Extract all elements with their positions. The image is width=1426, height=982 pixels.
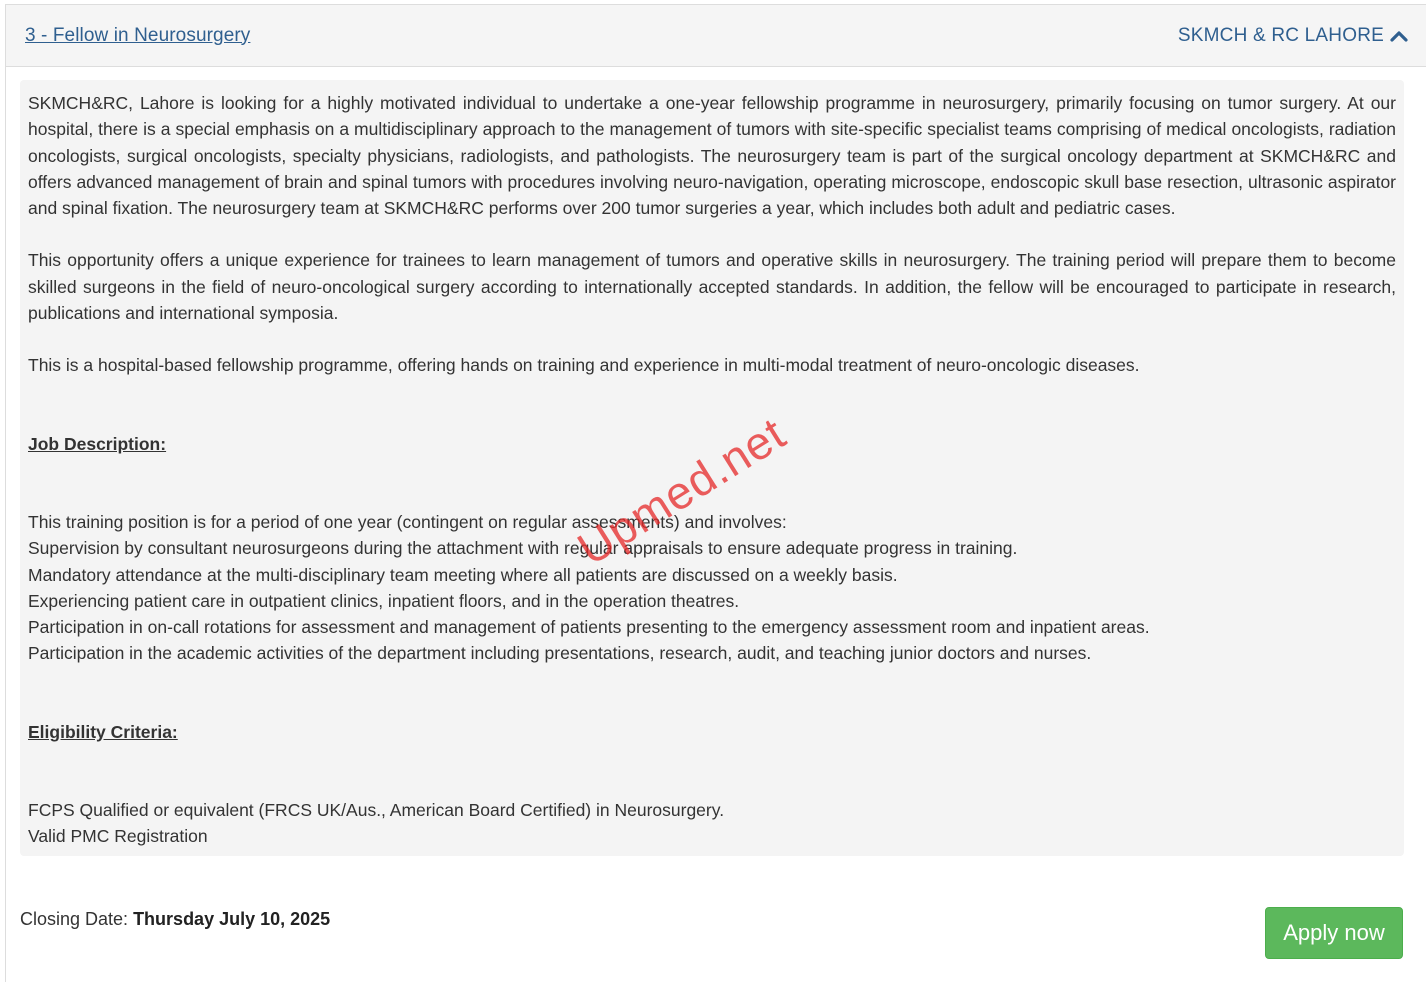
chevron-up-icon[interactable] (1390, 29, 1408, 43)
job-description-list (28, 509, 1396, 667)
job-description-heading: Job Description: (28, 433, 167, 454)
eligibility-list (28, 797, 1396, 850)
list-item: Participation in the academic activities of the department including presentations, research, audit, and teaching junior doctors and nurses. (28, 643, 1092, 664)
closing-date-label: Closing Date: (20, 909, 134, 929)
closing-date (20, 909, 330, 930)
apply-now-button[interactable]: Apply now (1265, 907, 1403, 959)
panel-header[interactable] (6, 5, 1426, 67)
list-item: FCPS Qualified or equivalent (FRCS UK/Aus., American Board Certified) in Neurosurgery. (28, 800, 725, 821)
list-item: This training position is for a period of one year (contingent on regular assessments) and involves: (28, 511, 787, 532)
job-title-link[interactable]: 3 - Fellow in Neurosurgery (25, 24, 251, 46)
opportunity-paragraph: This opportunity offers a unique experience for trainees to learn management of tumors and operative skills in neurosurgery. The training period will prepare them to become skilled surgeons in the field of neuro-oncological surgery according to internationally accepted standards. In addition, the fellow will be encouraged to participate in research, publications and international symposia. (28, 250, 1396, 324)
list-item: Valid PMC Registration (28, 826, 208, 847)
watermark-text: Upmed.net (568, 406, 795, 575)
collapse-toggle[interactable] (1178, 25, 1408, 47)
list-item: Mandatory attendance at the multi-disciplinary team meeting where all patients are discussed on a weekly basis. (28, 564, 898, 585)
programme-paragraph: This is a hospital-based fellowship programme, offering hands on training and experience in multi-modal treatment of neuro-oncologic diseases. (28, 355, 1140, 376)
intro-paragraph: SKMCH&RC, Lahore is looking for a highly motivated individual to undertake a one-year fellowship programme in neurosurgery, primarily focusing on tumor surgery. At our hospital, there is a special emphasis on a multidisciplinary approach to the management of tumors with site-specific specialist teams comprising of medical oncologists, radiation oncologists, surgical oncologists, specialty physicians, radiologists, and pathologists. The neurosurgery team is part of the surgical oncology department at SKMCH&RC and offers advanced management of brain and spinal tumors with procedures involving neuro-navigation, operating microscope, endoscopic skull base resection, ultrasonic aspirator and spinal fixation. The neurosurgery team at SKMCH&RC performs over 200 tumor surgeries a year, which includes both adult and pediatric cases. (28, 93, 1396, 219)
job-description-content (20, 80, 1404, 856)
closing-date-value: Thursday July 10, 2025 (133, 909, 331, 929)
eligibility-heading: Eligibility Criteria: (28, 721, 178, 742)
list-item: Supervision by consultant neurosurgeons during the attachment with regular appraisals to ensure adequate progress in training. (28, 538, 1018, 559)
list-item: Participation in on-call rotations for assessment and management of patients presenting to the emergency assessment room and inpatient areas. (28, 617, 1150, 638)
location-label: SKMCH & RC LAHORE (1177, 24, 1384, 46)
list-item: Experiencing patient care in outpatient clinics, inpatient floors, and in the operation theatres. (28, 590, 740, 611)
